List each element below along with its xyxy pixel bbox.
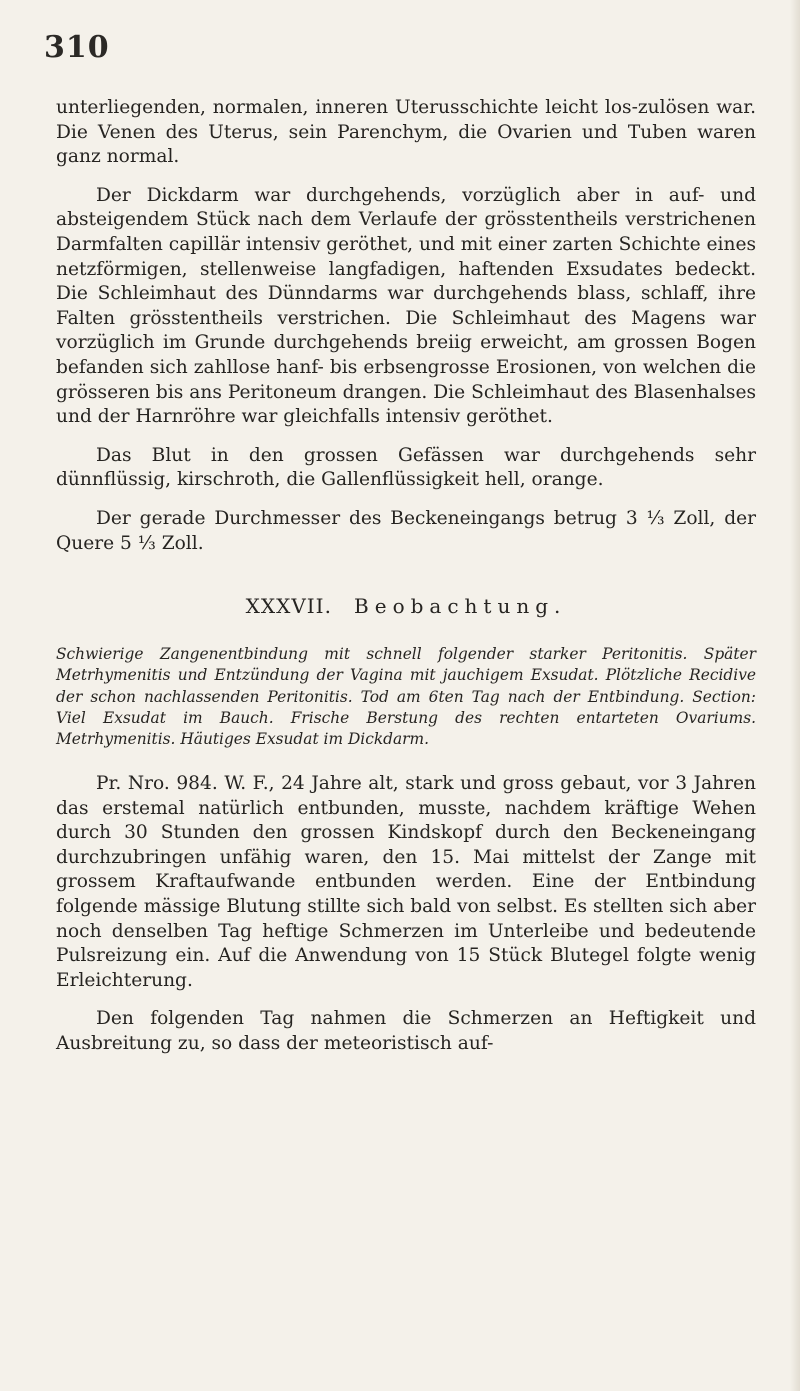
paragraph-blut: Das Blut in den grossen Gefässen war durchgehends sehr dünnflüssig, kirschroth, die Gallenflüssigkeit hell, orange.: [56, 444, 756, 491]
section-heading: [56, 594, 756, 618]
paragraph-dickdarm: Der Dickdarm war durchgehends, vorzüglich aber in auf- und absteigendem Stück nach dem Verlaufe der grösstentheils verstrichenen Darmfalten capillär intensiv geröthet, und mit einer zarten Schichte eines netzförmigen, stellenweise langfadigen, haftenden Exsudates bedeckt. Die Schleimhaut des Dünndarms war durchgehends blass, schlaff, ihre Falten grösstentheils verstrichen. Die Schleimhaut des Magens war vorzüglich im Grunde durchgehends breiig erweicht, am grossen Bogen befanden sich zahllose hanf- bis erbsengrosse Erosionen, von welchen die grösseren bis ans Peritoneum drangen. Die Schleimhaut des Blasenhalses und der Harnröhre war gleichfalls intensiv geröthet.: [56, 184, 756, 428]
case-paragraph: Pr. Nro. 984. W. F., 24 Jahre alt, stark und gross gebaut, vor 3 Jahren das erstemal natürlich entbunden, musste, nachdem kräftige Wehen durch 30 Stunden den grossen Kindskopf durch den Beckeneingang durchzubringen unfähig waren, den 15. Mai mittelst der Zange mit grossem Kraftaufwande entbunden werden. Eine der Entbindung folgende mässige Blutung stillte sich bald von selbst. Es stellten sich aber noch denselben Tag heftige Schmerzen im Unterleibe und bedeutende Pulsreizung ein. Auf die Anwendung von 15 Stück Blutegel folgte wenig Erleichterung.: [56, 773, 756, 991]
paragraph-durchmesser: Der gerade Durchmesser des Beckeneingangs betrug 3 ⅓ Zoll, der Quere 5 ⅓ Zoll.: [56, 507, 756, 554]
case-paragraph: Den folgenden Tag nahmen die Schmerzen an Heftigkeit und Ausbreitung zu, so dass der meteoristisch auf-: [56, 1008, 756, 1055]
case-summary: Schwierige Zangenentbindung mit schnell folgender starker Peritonitis. Später Metrhymenitis und Entzündung der Vagina mit jauchigem Exsudat. Plötzliche Recidive der schon nachlassenden Peritonitis. Tod am 6ten Tag nach der Entbindung. Section: Viel Exsudat im Bauch. Frische Berstung des rechten entarteten Ovariums. Metrhymenitis. Häutiges Exsudat im Dickdarm.: [56, 645, 756, 748]
page-edge: [790, 0, 800, 1391]
heading-title: Beobachtung.: [354, 594, 567, 619]
page-number: 310: [44, 30, 110, 65]
paragraph-continuation: unterliegenden, normalen, inneren Uterusschichte leicht los-zulösen war. Die Venen des Uterus, sein Parenchym, die Ovarien und Tuben waren ganz normal.: [56, 97, 756, 168]
heading-number: XXXVII.: [245, 594, 332, 619]
text-block: [56, 96, 756, 1057]
